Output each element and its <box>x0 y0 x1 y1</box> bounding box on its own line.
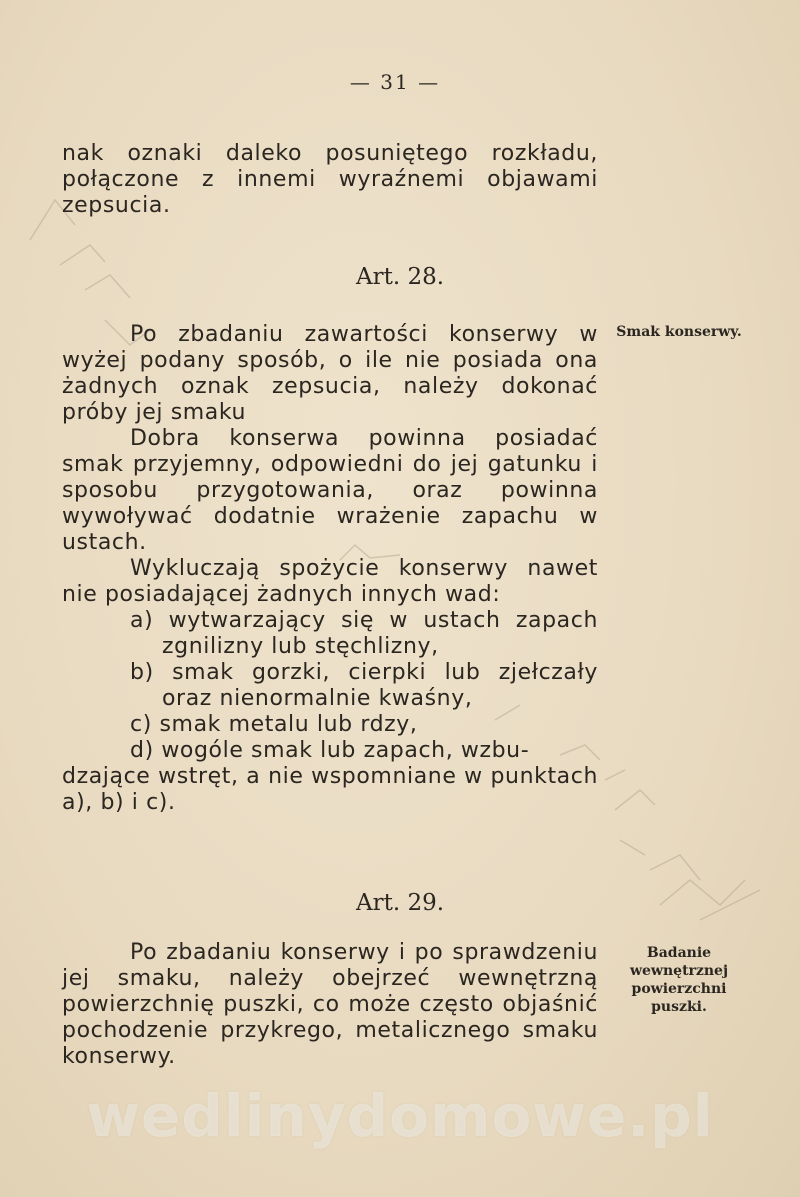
list-item-a: a) wytwarzający się w ustach zapach zgnilizny lub stęchlizny, <box>130 608 598 659</box>
art28-paragraph-1: Po zbadaniu zawartości konserwy w wyżej podany sposób, o ile nie posiada ona żadnych oznak zepsucia, należy dokonać próby jej smaku <box>62 322 598 425</box>
article-29-body <box>62 940 598 1070</box>
article-28-body <box>62 322 598 816</box>
margin-note-art28: Smak konserwy. <box>616 324 742 340</box>
art28-paragraph-3: Wykluczają spożycie konserwy nawet nie posiadającej żadnych innych wad: <box>62 556 598 607</box>
page-number: — 31 — <box>349 70 441 94</box>
site-watermark: wedlinydomowe.pl <box>86 1082 714 1150</box>
list-item-c: c) smak metalu lub rdzy, <box>130 712 418 737</box>
article-28-heading: Art. 28. <box>355 264 445 290</box>
list-item-b: b) smak gorzki, cierpki lub zjełczały oraz nienormalnie kwaśny, <box>130 660 598 711</box>
art29-paragraph-1: Po zbadaniu konserwy i po sprawdzeniu jej smaku, należy obejrzeć wewnętrzną powierzchnię puszki, co może często objaśnić pochodzenie przykrego, metalicznego smaku konserwy. <box>62 940 598 1069</box>
continued-paragraph <box>62 141 598 219</box>
list-item-d: d) wogóle smak lub zapach, wzbu- <box>130 738 530 763</box>
list-item-d-continuation: dzające wstręt, a nie wspomniane w punktach a), b) i c). <box>62 764 598 815</box>
art28-paragraph-2: Dobra konserwa powinna posiadać smak przyjemny, odpowiedni do jej gatunku i sposobu przygotowania, oraz powinna wywoływać dodatnie wrażenie zapachu w ustach. <box>62 426 598 555</box>
paragraph-text: nak oznaki daleko posuniętego rozkładu, połączone z innemi wyraźnemi objawami zepsucia. <box>62 141 598 218</box>
margin-note-art29: Badanie wewnętrznej powierzchni puszki. <box>629 945 729 1015</box>
article-29-heading: Art. 29. <box>355 890 445 916</box>
